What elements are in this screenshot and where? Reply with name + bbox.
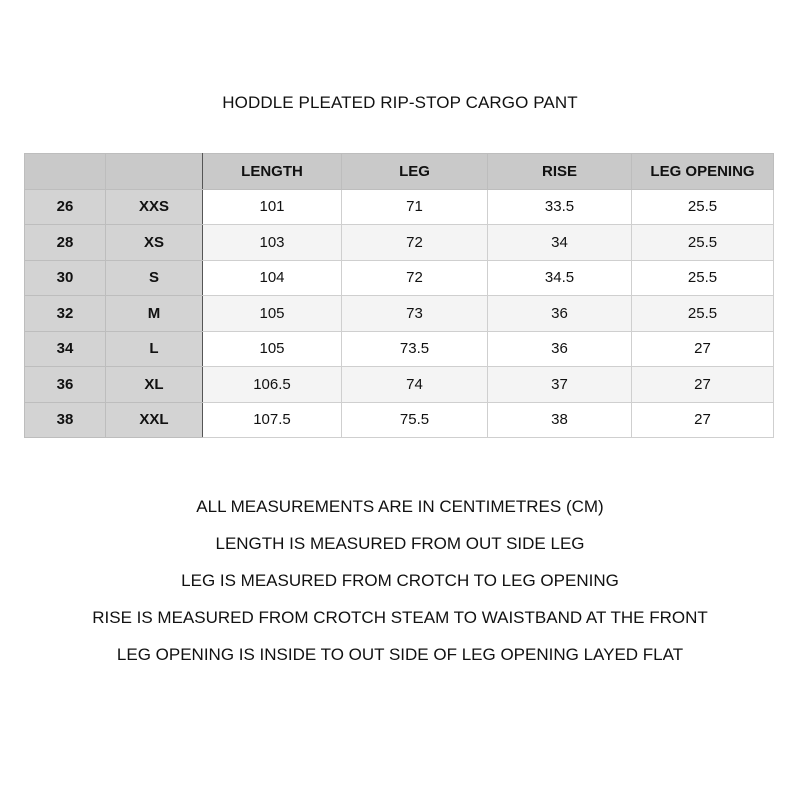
waist-cell: 34 [25,331,106,367]
leg-cell: 73.5 [342,331,488,367]
table-row [25,189,774,225]
leg-opening-cell: 27 [632,367,774,403]
rise-cell: 36 [488,296,632,332]
note-line: LEG OPENING IS INSIDE TO OUT SIDE OF LEG OPENING LAYED FLAT [116,645,684,664]
size-cell: L [106,331,203,367]
rise-cell: 38 [488,402,632,438]
length-cell: 105 [203,296,342,332]
waist-cell: 38 [25,402,106,438]
table-row [25,402,774,438]
note-line: ALL MEASUREMENTS ARE IN CENTIMETRES (CM) [196,497,604,516]
waist-cell: 36 [25,367,106,403]
note-line: RISE IS MEASURED FROM CROTCH STEAM TO WAISTBAND AT THE FRONT [92,608,708,627]
rise-cell: 33.5 [488,189,632,225]
note-line: LEG IS MEASURED FROM CROTCH TO LEG OPENING [181,571,619,590]
leg-cell: 72 [342,225,488,261]
waist-cell: 26 [25,189,106,225]
size-cell: M [106,296,203,332]
header-waist [25,154,106,190]
leg-opening-cell: 27 [632,402,774,438]
table-header-row [25,154,774,190]
leg-opening-cell: 25.5 [632,296,774,332]
leg-opening-cell: 25.5 [632,189,774,225]
table-row [25,367,774,403]
table-row [25,225,774,261]
waist-cell: 32 [25,296,106,332]
header-rise: RISE [488,154,632,190]
note-line: LENGTH IS MEASURED FROM OUT SIDE LEG [215,534,585,553]
leg-cell: 73 [342,296,488,332]
length-cell: 103 [203,225,342,261]
leg-opening-cell: 25.5 [632,225,774,261]
leg-cell: 74 [342,367,488,403]
size-cell: XXS [106,189,203,225]
table-row [25,296,774,332]
leg-cell: 75.5 [342,402,488,438]
leg-cell: 71 [342,189,488,225]
rise-cell: 34.5 [488,260,632,296]
size-cell: XL [106,367,203,403]
length-cell: 101 [203,189,342,225]
rise-cell: 34 [488,225,632,261]
rise-cell: 37 [488,367,632,403]
table-row [25,260,774,296]
size-chart-table [24,153,774,438]
length-cell: 104 [203,260,342,296]
length-cell: 107.5 [203,402,342,438]
header-length: LENGTH [203,154,342,190]
table-row [25,331,774,367]
size-cell: XXL [106,402,203,438]
length-cell: 105 [203,331,342,367]
waist-cell: 30 [25,260,106,296]
leg-cell: 72 [342,260,488,296]
header-size [106,154,203,190]
size-cell: XS [106,225,203,261]
header-leg-opening: LEG OPENING [632,154,774,190]
waist-cell: 28 [25,225,106,261]
rise-cell: 36 [488,331,632,367]
leg-opening-cell: 25.5 [632,260,774,296]
length-cell: 106.5 [203,367,342,403]
measurement-notes [0,493,800,678]
leg-opening-cell: 27 [632,331,774,367]
size-cell: S [106,260,203,296]
page-title: HODDLE PLEATED RIP-STOP CARGO PANT [222,93,578,112]
header-leg: LEG [342,154,488,190]
